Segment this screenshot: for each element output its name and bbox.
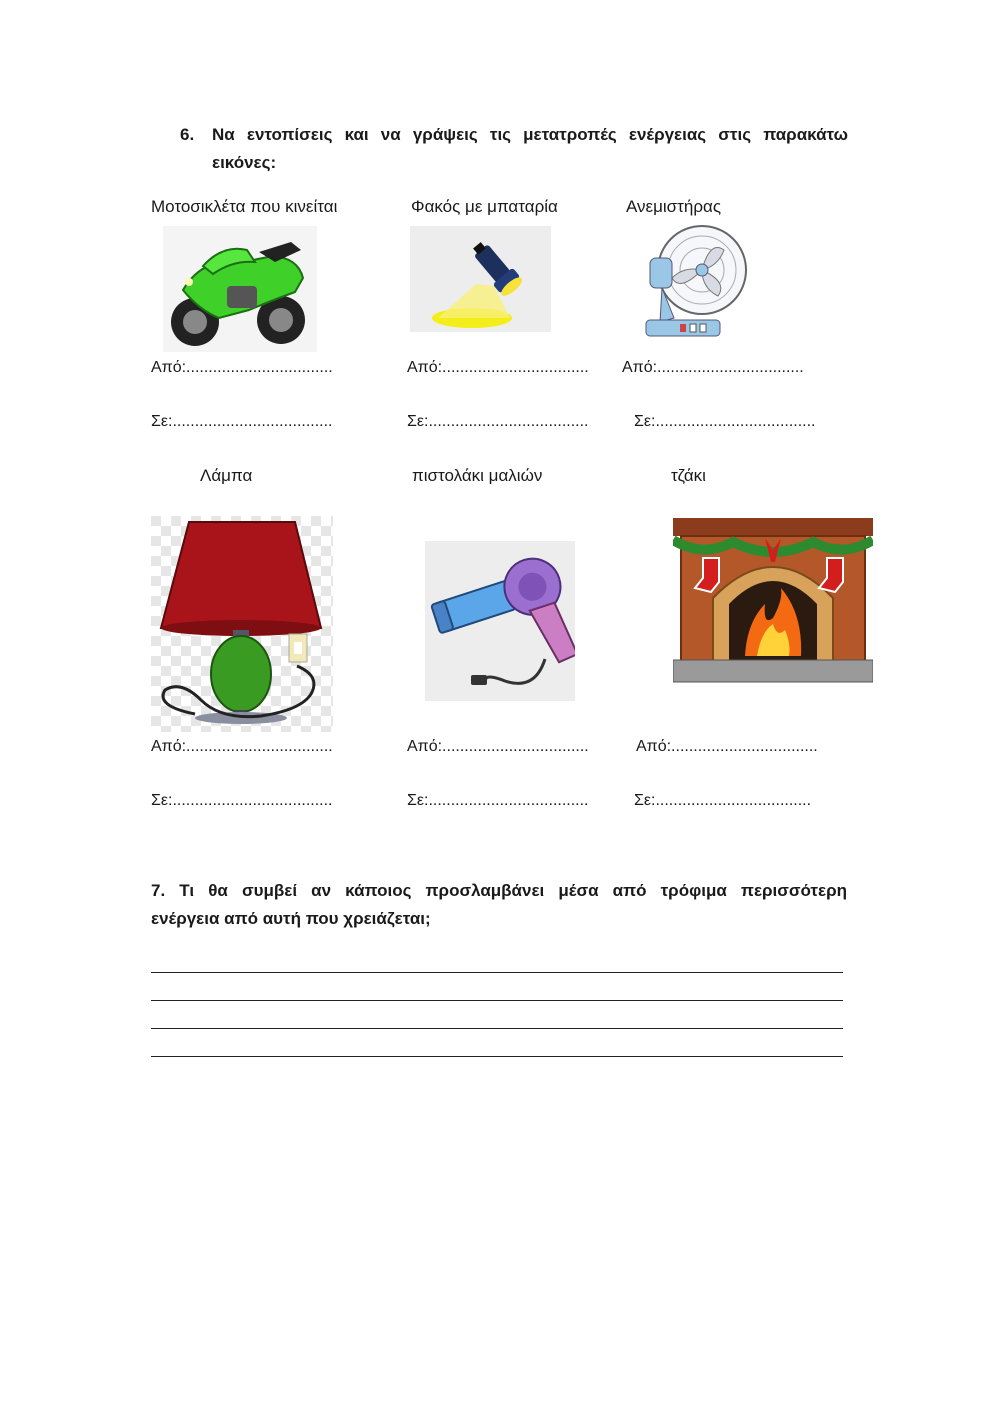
caption-fireplace: τζάκι [671, 466, 706, 485]
motorcycle-from-field[interactable]: Από:................................. [151, 359, 333, 376]
flashlight-from-field[interactable]: Από:................................. [407, 359, 589, 376]
answer-line-2[interactable] [151, 1000, 843, 1001]
fireplace-to-field[interactable]: Σε:................................... [634, 792, 812, 809]
question-6-text: Να εντοπίσεις και να γράψεις τις μετατροπές ενέργειας στις παρακάτω [212, 125, 848, 144]
flashlight-to-field[interactable]: Σε:.................................... [407, 413, 589, 430]
fan-to-field[interactable]: Σε:.................................... [634, 413, 816, 430]
caption-fan: Ανεμιστήρας [626, 197, 722, 216]
motorcycle-to-field[interactable]: Σε:.................................... [151, 413, 333, 430]
hair-dryer-to-field[interactable]: Σε:.................................... [407, 792, 589, 809]
answer-line-1[interactable] [151, 972, 843, 973]
caption-lamp: Λάμπα [200, 466, 253, 485]
hair-dryer-from-field[interactable]: Από:................................. [407, 738, 589, 755]
fan-from-field[interactable]: Από:................................. [622, 359, 804, 376]
caption-motorcycle: Μοτοσικλέτα που κινείται [151, 197, 338, 216]
flashlight-icon [410, 226, 551, 332]
lamp-to-field[interactable]: Σε:.................................... [151, 792, 333, 809]
motorcycle-icon [163, 226, 317, 352]
fireplace-from-field[interactable]: Από:................................. [636, 738, 818, 755]
fan-icon [640, 222, 752, 346]
question-7-text-continued: ενέργεια από αυτή που χρειάζεται; [151, 909, 431, 928]
hair-dryer-icon [425, 541, 575, 701]
answer-line-3[interactable] [151, 1028, 843, 1029]
question-6-text-continued: εικόνες: [212, 153, 277, 172]
question-7-text: 7. Τι θα συμβεί αν κάποιος προσλαμβάνει μέσα από τρόφιμα περισσότερη [151, 881, 847, 900]
fireplace-icon [673, 518, 873, 684]
question-6-number: 6. [180, 125, 195, 144]
caption-hair-dryer: πιστολάκι μαλιών [412, 466, 543, 485]
caption-flashlight: Φακός με μπαταρία [411, 197, 558, 216]
lamp-from-field[interactable]: Από:................................. [151, 738, 333, 755]
answer-line-4[interactable] [151, 1056, 843, 1057]
lamp-icon [151, 516, 333, 732]
